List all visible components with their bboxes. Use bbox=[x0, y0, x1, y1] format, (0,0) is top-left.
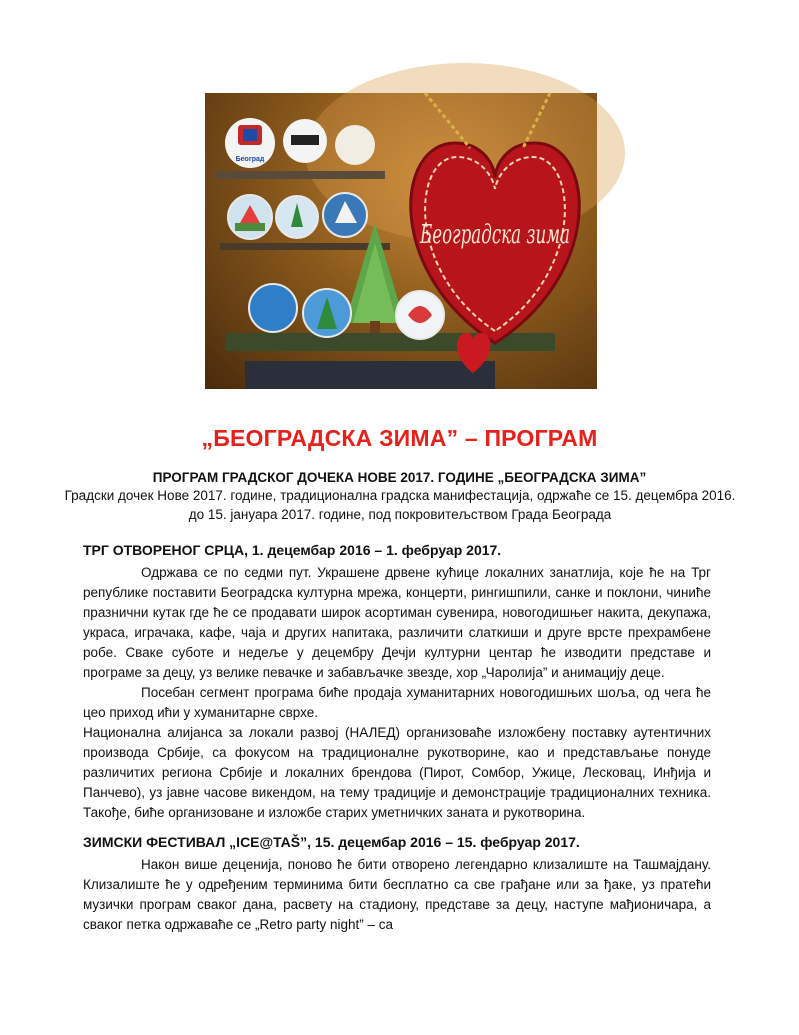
intro-text: Градски дочек Нове 2017. године, традиционална градска манифестација, одржаће се 15. децембра 2016. до 15. јануара 2017. године, под покровитељством Града Београда bbox=[64, 488, 736, 522]
poster-image bbox=[205, 93, 597, 389]
logo-text: Београд bbox=[235, 156, 265, 163]
program-subtitle: ПРОГРАМ ГРАДСКОГ ДОЧЕКА НОВЕ 2017. ГОДИНЕ „БЕОГРАДСКА ЗИМА” bbox=[152, 470, 647, 485]
shelf-middle bbox=[220, 243, 390, 250]
section-trg-paragraph-1: Одржава се по седми пут. Украшене дрвене кућице локалних занатлија, које ће на Трг републике поставити Београдска културна мрежа, концерти, рингишпили, санке и поклони, чиниће празнични кутак где ће се продавати широк асортиман сувенира, новогодишњег накита, декупажа, украса, играчака, кафе, чаја и других напитака, различити слаткиши и друге врсте прехрамбене робе. Сваке суботе и недеље у децембру Дечји културни центар ће изводити представе и програме за децу, уз велике певачке и забављачке звезде, хор „Чаролија” и анимацију деце. bbox=[83, 565, 711, 680]
shelf-top bbox=[215, 171, 385, 179]
snow-globe-4 bbox=[249, 284, 297, 332]
page-title: „БЕОГРАДСКА ЗИМА” – ПРОГРАМ bbox=[201, 425, 598, 451]
bottom-bench bbox=[245, 361, 495, 389]
section-trg-paragraph-2: Посебан сегмент програма биће продаја хуманитарних новогодишњих шоља, од чега ће цео приход ићи у хуманитарне сврхе. bbox=[83, 685, 711, 720]
sponsor-logo-2 bbox=[335, 125, 375, 165]
section-icetas-paragraph-1: Након више деценија, поново ће бити отворено легендарно клизалиште на Ташмајдану. Клизалиште ће у одређеним терминима бити бесплатно са све грађане или за ђаке, уз пратећи музички програм сваког дана, расвету на стадиону, представе за децу, наступе мађионичара, а сваког петка одржаваће се „Retro party night” – са bbox=[83, 857, 711, 932]
poster-illustration bbox=[205, 93, 597, 389]
section-heading-icetas: ЗИМСКИ ФЕСТИВАЛ „ICE@TAŠ”, 15. децембар 2016 – 15. фебруар 2017. bbox=[83, 834, 580, 850]
section-heading-trg: ТРГ ОТВОРЕНОГ СРЦА, 1. децембар 2016 – 1. фебруар 2017. bbox=[83, 542, 502, 558]
section-trg-paragraph-3: Национална алијанса за локали развој (НАЛЕД) организоваће изложбену поставку аутентичних производа Србије, са фокусом на традиционалне рукотворине, као и представљање понуде различитих региона Србије и локалних брендова (Пирот, Сомбор, Ужице, Лесковац, Инђија и Панчево), уз јавне часове викендом, на тему традиције и демонстрације традиционалних техника. Такође, биће организоване и изложбе старих уметничких заната и рукотворина. bbox=[83, 725, 711, 820]
heart-text: Београдска зима bbox=[419, 220, 570, 250]
